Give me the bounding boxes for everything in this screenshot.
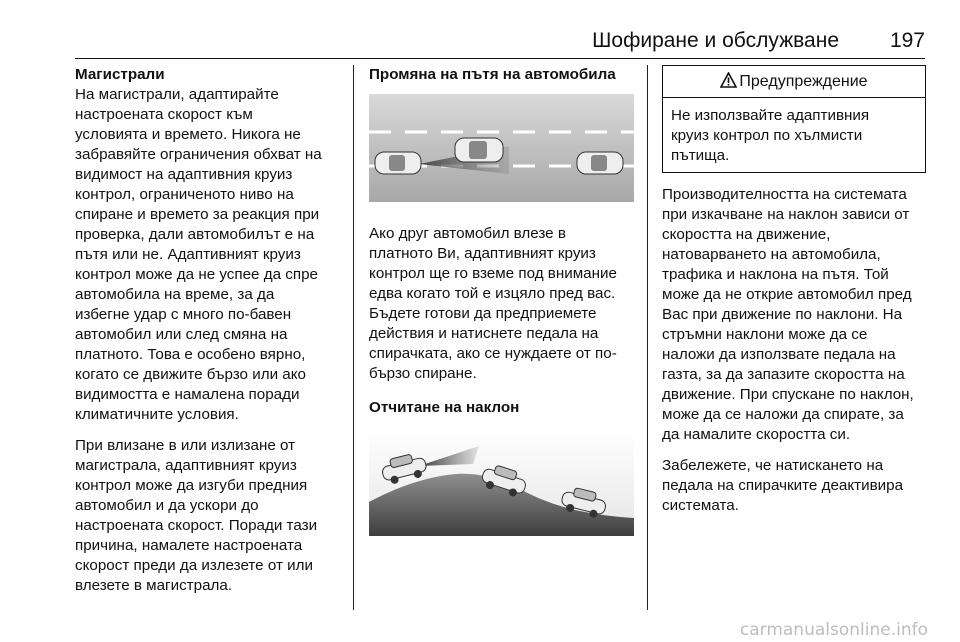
text-line: условията и времето. Никога не: [75, 126, 301, 143]
paragraph-lane-change: [369, 224, 634, 384]
text-line: автомобила на време, за да: [75, 286, 275, 303]
lane-change-illustration: [369, 94, 634, 202]
text-line: движение. При спускане по наклон,: [662, 386, 914, 403]
text-line: платното Ви, адаптивният круиз: [369, 245, 596, 262]
text-line: може да се наложи да спирате, за: [662, 406, 904, 423]
section-title: Шофиране и обслужване: [592, 29, 839, 52]
column-1: [75, 65, 347, 607]
text-line: настроената скорост към: [75, 106, 253, 123]
text-line: круиз контрол по хълмисти: [671, 127, 863, 144]
slope-illustration: [369, 428, 634, 536]
column-divider: [647, 65, 648, 610]
text-line: може да не открие автомобил пред: [662, 286, 912, 303]
text-line: проверка, дали автомобилът е на: [75, 226, 315, 243]
text-line: наложи да използвате педала на: [662, 346, 896, 363]
heading-highways: Магистрали: [75, 66, 165, 83]
text-line: Не използвайте адаптивния: [671, 107, 870, 124]
warning-header: [663, 66, 925, 98]
text-line: избегне удар с много по-бавен: [75, 306, 292, 323]
text-line: причина, намалете настроената: [75, 537, 303, 554]
text-line: когато се движите бързо или ако: [75, 366, 306, 383]
heading-slope: Отчитане на наклон: [369, 399, 520, 416]
text-line: Бъдете готови да предприемете: [369, 305, 597, 322]
page-number: 197: [889, 29, 925, 52]
text-line: педала на спирачките деактивира: [662, 477, 904, 494]
paragraph-brake-note: [662, 456, 926, 516]
car-merging-icon: [455, 138, 503, 162]
text-line: спирачката, ако се нуждаете от по-: [369, 345, 617, 362]
text-line: натоварването на автомобила,: [662, 246, 881, 263]
text-line: Ако друг автомобил влезе в: [369, 225, 566, 242]
watermark: carmanualsonline.info: [739, 620, 928, 640]
text-line: автомобил или след смяна на: [75, 326, 288, 343]
text-line: контрол ще го вземе под внимание: [369, 265, 617, 282]
text-line: платното. Това е особено вярно,: [75, 346, 306, 363]
car-rear-icon: [375, 152, 421, 174]
text-line: контрол може да изгуби предния: [75, 477, 308, 494]
text-line: да намалите скоростта си.: [662, 426, 851, 443]
text-line: скоростта на движение,: [662, 226, 831, 243]
column-3: [662, 65, 926, 527]
text-line: пътища.: [671, 147, 730, 164]
text-line: спиране и времето за реакция при: [75, 206, 320, 223]
text-line: влезете в магистрала.: [75, 577, 233, 594]
text-line: видимостта е намалена поради: [75, 386, 300, 403]
text-line: забравяйте ограничения обхват на: [75, 146, 322, 163]
text-line: настроената скорост. Поради тази: [75, 517, 318, 534]
text-line: едва когато той е изцяло пред вас.: [369, 285, 616, 302]
text-line: На магистрали, адаптирайте: [75, 86, 279, 103]
text-line: контрол, ограниченото ниво на: [75, 186, 294, 203]
paragraph-slope-performance: [662, 185, 926, 445]
text-line: При влизане в или излизане от: [75, 437, 296, 454]
car-front-icon: [577, 152, 623, 174]
warning-box: [662, 65, 926, 173]
page-header: [75, 28, 925, 58]
text-line: Забележете, че натискането на: [662, 457, 884, 474]
heading-lane-change: Промяна на пътя на автомобила: [369, 66, 616, 83]
column-divider: [353, 65, 354, 610]
text-line: бързо спиране.: [369, 365, 477, 382]
text-line: климатичните условия.: [75, 406, 239, 423]
text-line: Производителността на системата: [662, 186, 907, 203]
text-line: магистрала, адаптивният круиз: [75, 457, 297, 474]
text-line: видимост на адаптивния круиз: [75, 166, 293, 183]
text-line: стръмни наклони може да се: [662, 326, 868, 343]
text-line: пътя или не. Адаптивният круиз: [75, 246, 301, 263]
text-line: скорост преди да излезете от или: [75, 557, 313, 574]
text-line: контрол може да не успее да спре: [75, 266, 318, 283]
text-line: действия и натиснете педала на: [369, 325, 599, 342]
warning-body: [663, 98, 925, 172]
text-line: автомобил и да ускори до: [75, 497, 259, 514]
warning-title: Предупреждение: [739, 73, 868, 90]
text-line: Вас при движение по наклони. На: [662, 306, 903, 323]
text-line: трафика и наклона на пътя. Той: [662, 266, 889, 283]
text-line: системата.: [662, 497, 739, 514]
header-rule: [75, 58, 925, 59]
text-line: газта, за да запазите скоростта на: [662, 366, 905, 383]
paragraph-highways-2: [75, 436, 347, 596]
paragraph-highways-1: [75, 85, 347, 425]
text-line: при изкачване на наклон зависи от: [662, 206, 910, 223]
column-2: [369, 65, 634, 558]
warning-triangle-icon: [720, 72, 737, 88]
